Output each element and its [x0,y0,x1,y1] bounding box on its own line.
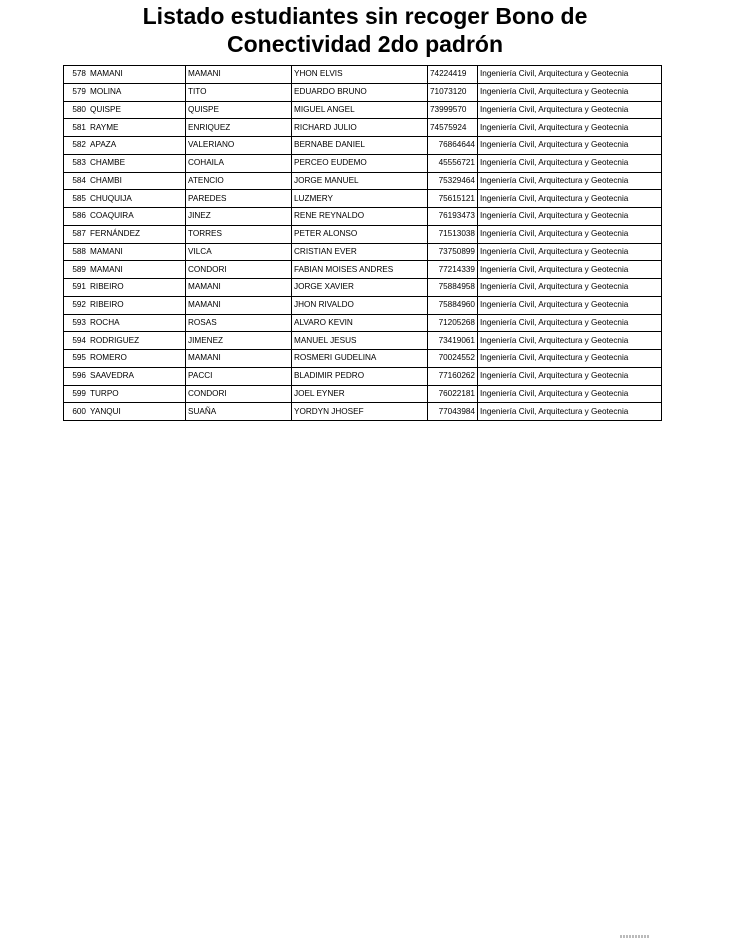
table-row [64,119,662,137]
table-row [64,332,662,350]
row-number-cell: 599 [64,385,89,403]
second-surname-cell: CONDORI [186,385,292,403]
table-row [64,243,662,261]
row-number-cell: 589 [64,261,89,279]
row-number-cell: 591 [64,279,89,297]
second-surname-cell: PAREDES [186,190,292,208]
given-names-cell: PETER ALONSO [292,225,428,243]
given-names-cell: YHON ELVIS [292,66,428,84]
row-number-cell: 580 [64,101,89,119]
given-names-cell: CRISTIAN EVER [292,243,428,261]
second-surname-cell: QUISPE [186,101,292,119]
faculty-cell: Ingeniería Civil, Arquitectura y Geotecnia [478,243,662,261]
first-surname-cell: RAYME [88,119,186,137]
second-surname-cell: JINEZ [186,208,292,226]
faculty-cell: Ingeniería Civil, Arquitectura y Geotecnia [478,66,662,84]
id-number-cell: 76022181 [428,385,478,403]
given-names-cell: JORGE MANUEL [292,172,428,190]
row-number-cell: 583 [64,154,89,172]
second-surname-cell: VILCA [186,243,292,261]
first-surname-cell: CHAMBI [88,172,186,190]
table-row [64,101,662,119]
page-title [0,2,730,58]
id-number-cell: 70024552 [428,350,478,368]
id-number-cell: 74224419 [428,66,478,84]
given-names-cell: EDUARDO BRUNO [292,83,428,101]
second-surname-cell: CONDORI [186,261,292,279]
id-number-cell: 71073120 [428,83,478,101]
row-number-cell: 596 [64,367,89,385]
row-number-cell: 586 [64,208,89,226]
faculty-cell: Ingeniería Civil, Arquitectura y Geotecnia [478,279,662,297]
row-number-cell: 584 [64,172,89,190]
first-surname-cell: RODRIGUEZ [88,332,186,350]
first-surname-cell: YANQUI [88,403,186,421]
faculty-cell: Ingeniería Civil, Arquitectura y Geotecnia [478,403,662,421]
faculty-cell: Ingeniería Civil, Arquitectura y Geotecnia [478,225,662,243]
title-line-2: Conectividad 2do padrón [226,31,504,57]
second-surname-cell: ROSAS [186,314,292,332]
row-number-cell: 600 [64,403,89,421]
given-names-cell: FABIAN MOISES ANDRES [292,261,428,279]
given-names-cell: BERNABE DANIEL [292,137,428,155]
faculty-cell: Ingeniería Civil, Arquitectura y Geotecnia [478,190,662,208]
first-surname-cell: MAMANI [88,261,186,279]
table-row [64,66,662,84]
second-surname-cell: VALERIANO [186,137,292,155]
faculty-cell: Ingeniería Civil, Arquitectura y Geotecnia [478,385,662,403]
first-surname-cell: RIBEIRO [88,296,186,314]
student-table [63,65,662,421]
table-row [64,367,662,385]
faculty-cell: Ingeniería Civil, Arquitectura y Geotecnia [478,101,662,119]
table-row [64,172,662,190]
first-surname-cell: MOLINA [88,83,186,101]
row-number-cell: 593 [64,314,89,332]
id-number-cell: 75884960 [428,296,478,314]
row-number-cell: 581 [64,119,89,137]
table-row [64,208,662,226]
table-row [64,350,662,368]
row-number-cell: 594 [64,332,89,350]
given-names-cell: JORGE XAVIER [292,279,428,297]
first-surname-cell: CHAMBE [88,154,186,172]
id-number-cell: 77160262 [428,367,478,385]
row-number-cell: 585 [64,190,89,208]
second-surname-cell: MAMANI [186,350,292,368]
second-surname-cell: SUAÑA [186,403,292,421]
id-number-cell: 71513038 [428,225,478,243]
faculty-cell: Ingeniería Civil, Arquitectura y Geotecnia [478,296,662,314]
id-number-cell: 71205268 [428,314,478,332]
footer-mark [620,935,650,938]
row-number-cell: 595 [64,350,89,368]
first-surname-cell: COAQUIRA [88,208,186,226]
faculty-cell: Ingeniería Civil, Arquitectura y Geotecnia [478,261,662,279]
given-names-cell: JHON RIVALDO [292,296,428,314]
given-names-cell: MANUEL JESUS [292,332,428,350]
table-row [64,385,662,403]
second-surname-cell: TORRES [186,225,292,243]
given-names-cell: BLADIMIR PEDRO [292,367,428,385]
table-row [64,190,662,208]
table-row [64,296,662,314]
given-names-cell: YORDYN JHOSEF [292,403,428,421]
row-number-cell: 582 [64,137,89,155]
table-row [64,314,662,332]
first-surname-cell: APAZA [88,137,186,155]
second-surname-cell: COHAILA [186,154,292,172]
given-names-cell: ALVARO KEVIN [292,314,428,332]
title-line-1: Listado estudiantes sin recoger Bono de [142,3,588,29]
first-surname-cell: FERNÁNDEZ [88,225,186,243]
first-surname-cell: MAMANI [88,243,186,261]
faculty-cell: Ingeniería Civil, Arquitectura y Geotecnia [478,119,662,137]
first-surname-cell: QUISPE [88,101,186,119]
id-number-cell: 74575924 [428,119,478,137]
second-surname-cell: ENRIQUEZ [186,119,292,137]
faculty-cell: Ingeniería Civil, Arquitectura y Geotecnia [478,367,662,385]
given-names-cell: LUZMERY [292,190,428,208]
row-number-cell: 588 [64,243,89,261]
first-surname-cell: RIBEIRO [88,279,186,297]
faculty-cell: Ingeniería Civil, Arquitectura y Geotecnia [478,332,662,350]
id-number-cell: 75615121 [428,190,478,208]
faculty-cell: Ingeniería Civil, Arquitectura y Geotecnia [478,350,662,368]
faculty-cell: Ingeniería Civil, Arquitectura y Geotecnia [478,208,662,226]
first-surname-cell: CHUQUIJA [88,190,186,208]
id-number-cell: 77043984 [428,403,478,421]
first-surname-cell: ROCHA [88,314,186,332]
table-row [64,83,662,101]
given-names-cell: JOEL EYNER [292,385,428,403]
id-number-cell: 76864644 [428,137,478,155]
id-number-cell: 73999570 [428,101,478,119]
first-surname-cell: TURPO [88,385,186,403]
given-names-cell: RENE REYNALDO [292,208,428,226]
faculty-cell: Ingeniería Civil, Arquitectura y Geotecnia [478,154,662,172]
student-table-body [64,66,662,421]
row-number-cell: 587 [64,225,89,243]
row-number-cell: 592 [64,296,89,314]
table-row [64,403,662,421]
table-row [64,154,662,172]
second-surname-cell: TITO [186,83,292,101]
faculty-cell: Ingeniería Civil, Arquitectura y Geotecnia [478,137,662,155]
faculty-cell: Ingeniería Civil, Arquitectura y Geotecnia [478,314,662,332]
first-surname-cell: MAMANI [88,66,186,84]
table-row [64,137,662,155]
given-names-cell: RICHARD JULIO [292,119,428,137]
table-row [64,225,662,243]
second-surname-cell: PACCI [186,367,292,385]
row-number-cell: 579 [64,83,89,101]
id-number-cell: 73419061 [428,332,478,350]
second-surname-cell: JIMENEZ [186,332,292,350]
given-names-cell: MIGUEL ANGEL [292,101,428,119]
id-number-cell: 73750899 [428,243,478,261]
id-number-cell: 75884958 [428,279,478,297]
first-surname-cell: ROMERO [88,350,186,368]
id-number-cell: 76193473 [428,208,478,226]
second-surname-cell: MAMANI [186,296,292,314]
table-row [64,279,662,297]
faculty-cell: Ingeniería Civil, Arquitectura y Geotecnia [478,83,662,101]
second-surname-cell: MAMANI [186,279,292,297]
second-surname-cell: MAMANI [186,66,292,84]
id-number-cell: 45556721 [428,154,478,172]
id-number-cell: 75329464 [428,172,478,190]
given-names-cell: ROSMERI GUDELINA [292,350,428,368]
id-number-cell: 77214339 [428,261,478,279]
row-number-cell: 578 [64,66,89,84]
faculty-cell: Ingeniería Civil, Arquitectura y Geotecnia [478,172,662,190]
second-surname-cell: ATENCIO [186,172,292,190]
first-surname-cell: SAAVEDRA [88,367,186,385]
given-names-cell: PERCEO EUDEMO [292,154,428,172]
table-row [64,261,662,279]
